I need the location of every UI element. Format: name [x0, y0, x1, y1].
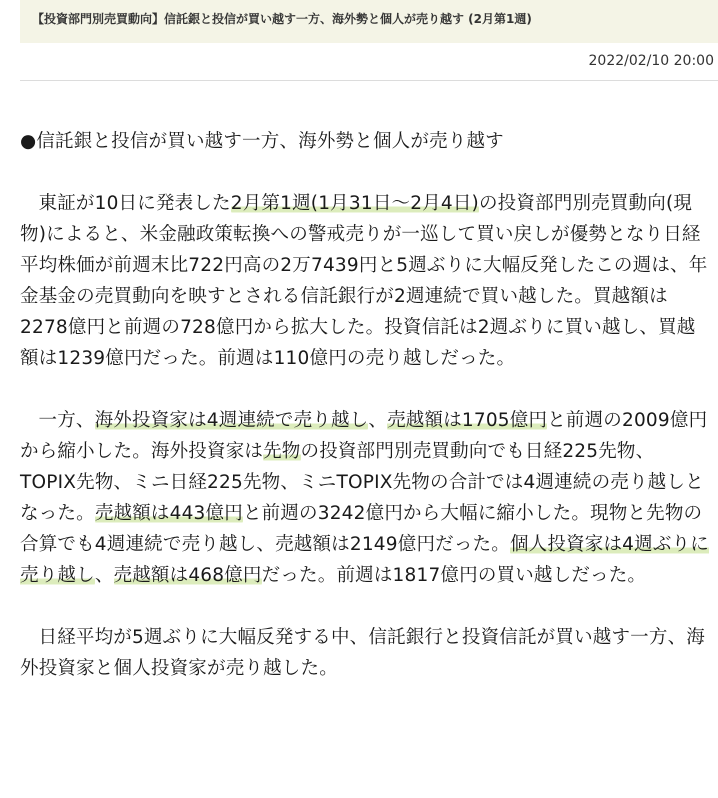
paragraph-2-text-7: だった。前週は1817億円の買い越しだった。 [261, 565, 647, 586]
paragraph-1-text-1: 東証が10日に発表した [38, 193, 231, 214]
highlight-foreign-investors: 海外投資家は4週連続で売り越し [94, 410, 369, 431]
paragraph-1-text-2: の投資部門別売買動向(現物)によると、米金融政策転換への警戒売りが一巡して買い戻しが優勢となり日経平均株価が前週末比722円高の2万7439円と5週ぶりに大幅反発したこの週は、年金基金の売買動向を映すとされる信託銀行が2週連続で買い越した。買越額は2278億円と前週の728億円から拡大した。投資信託は2週ぶりに買い越し、買越額は1239億円だった。前週は110億円の売り越しだった。 [20, 193, 708, 369]
paragraph-2-text-3: と前週の2009億円から縮小した。海外投資家は [20, 410, 708, 462]
header-divider [20, 80, 718, 81]
publish-timestamp: 2022/02/10 20:00 [588, 53, 714, 69]
paragraph-2-text-6: 、 [94, 565, 114, 586]
paragraph-2-text-4: の投資部門別売買動向でも日経225先物、TOPIX先物、ミニ日経225先物、ミニTOPIX先物の合計では4週連続の売り越しとなった。 [20, 441, 704, 524]
paragraph-2 [20, 405, 710, 591]
article-title: 【投資部門別売買動向】信託銀と投信が買い越す一方、海外勢と個人が売り越す (2月第1週) [32, 12, 532, 26]
paragraph-2-text-1: 一方、 [38, 410, 95, 431]
paragraph-3: 日経平均が5週ぶりに大幅反発する中、信託銀行と投資信託が買い越す一方、海外投資家と個人投資家が売り越した。 [20, 627, 705, 679]
paragraph-1 [20, 188, 710, 374]
highlight-individual-amount: 売越額は468億円 [113, 565, 262, 586]
paragraph-2-text-5: と前週の3242億円から大幅に縮小した。現物と先物の合算でも4週連続で売り越し、売越額は2149億円だった。 [20, 503, 703, 555]
article-body [20, 126, 710, 715]
highlight-futures-amount: 売越額は443億円 [94, 503, 243, 524]
highlight-futures: 先物 [263, 441, 301, 462]
highlight-foreign-amount: 売越額は1705億円 [387, 410, 548, 431]
lead-line: ●信託銀と投信が買い越す一方、海外勢と個人が売り越す [20, 131, 504, 152]
headline-bar [20, 0, 718, 43]
highlight-period: 2月第1週(1月31日～2月4日) [230, 193, 479, 214]
highlight-individual-investors: 個人投資家は4週ぶりに売り越し [20, 534, 709, 586]
paragraph-2-text-2: 、 [368, 410, 388, 431]
